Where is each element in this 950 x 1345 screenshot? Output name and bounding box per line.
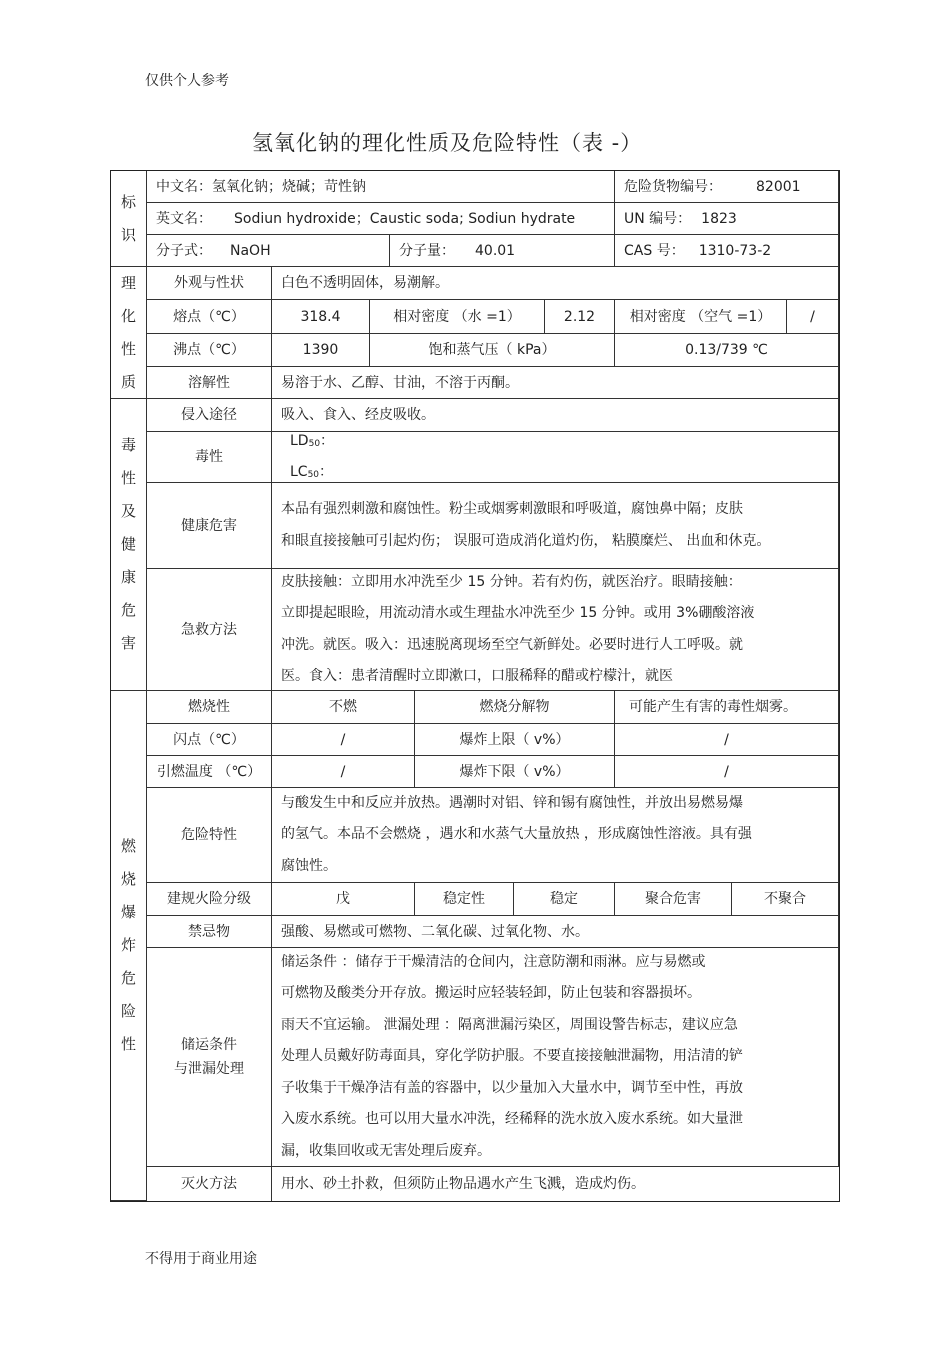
rel-density-water-label: 相对密度 （水 =1）	[370, 300, 545, 334]
hazard-number-cell: 危险货物编号： 82001	[615, 171, 839, 203]
toxicity-label: 毒性	[147, 432, 272, 483]
lower-limit-label: 爆炸下限（ v%）	[415, 756, 615, 788]
health-hazard-label: 健康危害	[147, 483, 272, 569]
ignition-temp-value: /	[272, 756, 415, 788]
flash-point-label: 闪点（℃）	[147, 724, 272, 756]
un-number-cell: UN 编号： 1823	[615, 203, 839, 235]
footer-note: 不得用于商业用途	[145, 1251, 257, 1267]
incompatible-label: 禁忌物	[147, 916, 272, 948]
ld50: $LD_{50}$：	[290, 432, 335, 449]
upper-limit-label: 爆炸上限（ v%）	[415, 724, 615, 756]
polymer-hazard-value: 不聚合	[732, 883, 839, 916]
english-name-cell: 英文名： Sodiun hydroxide；Caustic soda; Sodiun hydrate	[147, 203, 615, 235]
melting-point-label: 熔点（℃）	[147, 300, 272, 334]
solubility-label: 溶解性	[147, 367, 272, 399]
category-physchem: 理 化 性 质	[111, 267, 147, 399]
chinese-name: 中文名：氢氧化钠；烧碱；苛性钠	[147, 171, 615, 203]
page-title: 氢氧化钠的理化性质及危险特性（表 -）	[252, 131, 643, 155]
flammability-value: 不燃	[272, 691, 415, 724]
boiling-point-value: 1390	[272, 334, 370, 367]
fire-class-label: 建规火险分级	[147, 883, 272, 916]
solubility-value: 易溶于水、乙醇、甘油，不溶于丙酮。	[272, 367, 839, 399]
hazard-property-text: 与酸发生中和反应并放热。遇潮时对铝、锌和锡有腐蚀性，并放出易燃易爆 的氢气。本品不会燃烧 ，遇水和水蒸气大量放热 ，形成腐蚀性溶液。具有强 腐蚀性。	[272, 788, 839, 883]
category-fire: 燃 烧 爆 炸 危 险 性	[111, 691, 147, 1201]
decomposition-label: 燃烧分解物	[415, 691, 615, 724]
extinguish-label: 灭火方法	[147, 1167, 272, 1201]
vapor-pressure-value: 0.13/739 ℃	[615, 334, 839, 367]
flash-point-value: /	[272, 724, 415, 756]
vapor-pressure-label: 饱和蒸气压（ kPa）	[370, 334, 615, 367]
hazard-property-label: 危险特性	[147, 788, 272, 883]
formula-cell: 分子式： NaOH	[147, 235, 390, 267]
rel-density-water-value: 2.12	[545, 300, 615, 334]
rel-density-air-label: 相对密度 （空气 =1）	[615, 300, 787, 334]
msds-table	[110, 170, 840, 1202]
header-note: 仅供个人参考	[145, 73, 229, 89]
fire-class-value: 戊	[272, 883, 415, 916]
polymer-hazard-label: 聚合危害	[615, 883, 732, 916]
lower-limit-value: /	[615, 756, 839, 788]
upper-limit-value: /	[615, 724, 839, 756]
cas-cell: CAS 号： 1310-73-2	[615, 235, 839, 267]
stability-label: 稳定性	[415, 883, 514, 916]
extinguish-value: 用水、砂土扑救，但须防止物品遇水产生飞溅，造成灼伤。	[281, 1176, 645, 1192]
appearance-label: 外观与性状	[147, 267, 272, 300]
category-toxicity: 毒 性 及 健 康 危 害	[111, 399, 147, 691]
toxicity-values	[272, 432, 839, 483]
route-label: 侵入途径	[147, 399, 272, 432]
stability-value: 稳定	[514, 883, 615, 916]
boiling-point-label: 沸点（℃）	[147, 334, 272, 367]
first-aid-label: 急救方法	[147, 569, 272, 691]
first-aid-text: 皮肤接触：立即用水冲洗至少 15 分钟。若有灼伤，就医治疗。眼睛接触： 立即提起眼睑，用流动清水或生理盐水冲洗至少 15 分钟。或用 3%硼酸溶液 冲洗。就医。吸入：迅速脱离现场至空气新鲜处。必要时进行人工呼吸。就 医。食入：患者清醒时立即漱口，口服稀释的醋或柠檬汁，就医	[272, 569, 839, 691]
appearance-value: 白色不透明固体，易潮解。	[272, 267, 839, 300]
route-value: 吸入、食入、经皮吸收。	[272, 399, 839, 432]
health-hazard-text: 本品有强烈刺激和腐蚀性。粉尘或烟雾刺激眼和呼吸道，腐蚀鼻中隔；皮肤 和眼直接接触可引起灼伤； 误服可造成消化道灼伤， 粘膜糜烂、 出血和休克。	[272, 483, 839, 569]
lc50: $LC_{50}$：	[290, 464, 334, 480]
decomposition-value: 可能产生有害的毒性烟雾。	[615, 691, 839, 724]
storage-leak-text: 储运条件 ：储存于干燥清洁的仓间内，注意防潮和雨淋。应与易燃或 可燃物及酸类分开存放。搬运时应轻装轻卸，防止包装和容器损坏。 雨天不宜运输。 泄漏处理 ：隔离泄漏污染区，周围设警告标志，建议应急 处理人员戴好防毒面具，穿化学防护服。不要直接接触泄漏物，用洁清的铲 子收集于干燥净洁有盖的容器中，以少量加入大量水中，调节至中性，再放 入废水系统。也可以用大量水冲洗，经稀释的洗水放入废水系统。如大量泄 漏，收集回收或无害处理后废弃。	[272, 948, 839, 1167]
ignition-temp-label: 引燃温度 （℃）	[147, 756, 272, 788]
flammability-label: 燃烧性	[147, 691, 272, 724]
melting-point-value: 318.4	[272, 300, 370, 334]
rel-density-air-value: /	[787, 300, 839, 334]
molecular-weight-cell: 分子量： 40.01	[390, 235, 615, 267]
category-identification: 标 识	[111, 171, 147, 267]
storage-leak-label: 储运条件 与泄漏处理	[147, 948, 272, 1167]
incompatible-value: 强酸、易燃或可燃物、二氧化碳、过氧化物、水。	[272, 916, 839, 948]
